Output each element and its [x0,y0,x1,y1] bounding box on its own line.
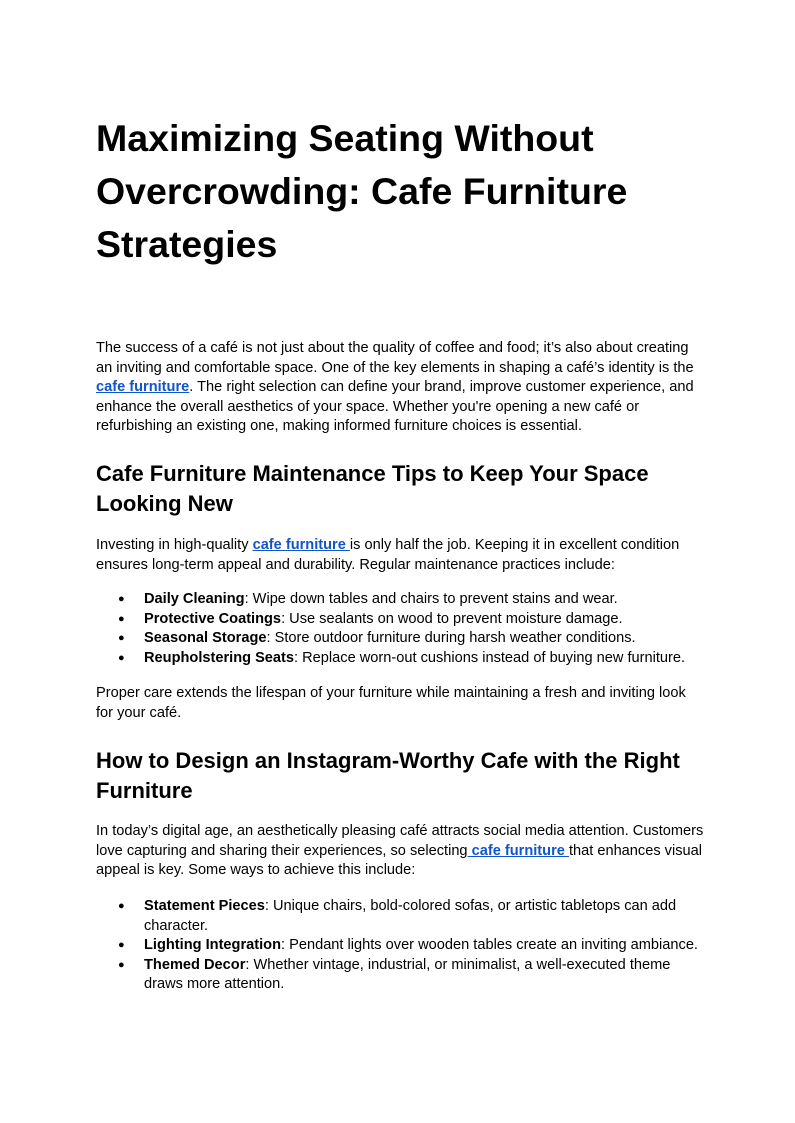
maintenance-closing-paragraph: Proper care extends the lifespan of your furniture while maintaining a fresh and inviting look for your café. [96,685,686,721]
page-title: Maximizing Seating Without Overcrowding: Cafe Furniture Strategies [96,117,628,265]
section-instagram [96,746,706,806]
instagram-intro-block [96,822,706,881]
intro-paragraph-block [96,339,706,437]
bullet-icon: ● [118,612,125,625]
intro-text-end: . The right selection can define your brand, improve customer experience, and enhance the overall aesthetics of your space. Whether you're opening a new café or refurbishing an existing one, making informed furniture choices is essential. [96,379,694,435]
list-item [96,649,706,669]
maintenance-text-end: is only half the job. Keeping it in excellent condition ensures long-term appeal and durability. Regular maintenance practices include: [96,537,680,573]
intro-text-start: The success of a café is not just about the quality of coffee and food; it’s also about creating an inviting and comfortable space. One of the key elements in shaping a café’s identity is the [96,340,694,376]
intro-paragraph [96,339,706,437]
list-item [96,936,706,956]
section-heading-maintenance: Cafe Furniture Maintenance Tips to Keep Your Space Looking New [96,461,649,516]
maintenance-list-block [96,590,706,668]
list-item-term: Reupholstering Seats [144,649,295,666]
list-item-text: : Wipe down tables and chairs to prevent stains and wear. [244,591,618,607]
list-item-term: Daily Cleaning [144,591,245,607]
list-item-term: Themed Decor [144,956,246,973]
maintenance-intro-block [96,536,706,575]
list-item [96,610,706,630]
maintenance-list [96,590,706,668]
list-item-text: : Unique chairs, bold-colored sofas, or artistic tabletops can add character. [144,898,677,934]
instagram-intro-paragraph [96,822,706,881]
list-item [96,897,706,936]
list-item-term: Seasonal Storage [144,630,267,647]
instagram-text-end: that enhances visual appeal is key. Some ways to achieve this include: [96,842,702,879]
list-item-text: : Pendant lights over wooden tables create an inviting ambiance. [281,937,698,954]
bullet-icon: ● [118,958,125,971]
section-heading-instagram: How to Design an Instagram-Worthy Cafe with the Right Furniture [96,748,680,803]
instagram-list [96,897,706,995]
list-item [96,590,706,610]
list-item-text: : Whether vintage, industrial, or minimalist, a well-executed theme draws more attention. [144,956,671,993]
list-item-text: : Use sealants on wood to prevent moisture damage. [281,610,623,627]
section-maintenance [96,459,706,519]
list-item-term: Lighting Integration [144,937,281,954]
cafe-furniture-link-3[interactable]: cafe furniture [467,842,569,859]
maintenance-text-start: Investing in high-quality [96,537,253,553]
list-item [96,956,706,995]
instagram-list-block [96,897,706,995]
list-item-term: Protective Coatings [144,610,282,627]
cafe-furniture-link-2[interactable]: cafe furniture [252,537,350,553]
list-item-text: : Store outdoor furniture during harsh weather conditions. [266,630,636,647]
bullet-icon: ● [118,632,125,645]
list-item-text: : Replace worn-out cushions instead of buying new furniture. [294,649,686,666]
cafe-furniture-link[interactable]: cafe furniture [96,379,190,396]
bullet-icon: ● [118,593,125,605]
bullet-icon: ● [118,900,125,912]
list-item-term: Statement Pieces [144,898,265,914]
bullet-icon: ● [118,939,125,952]
instagram-text-start: In today’s digital age, an aesthetically pleasing café attracts social media attention. Customers love capturing and sharing their experiences, so selecting [96,823,704,859]
maintenance-closing-block [96,684,706,723]
maintenance-intro-paragraph [96,536,706,575]
bullet-icon: ● [118,651,125,664]
list-item [96,629,706,649]
